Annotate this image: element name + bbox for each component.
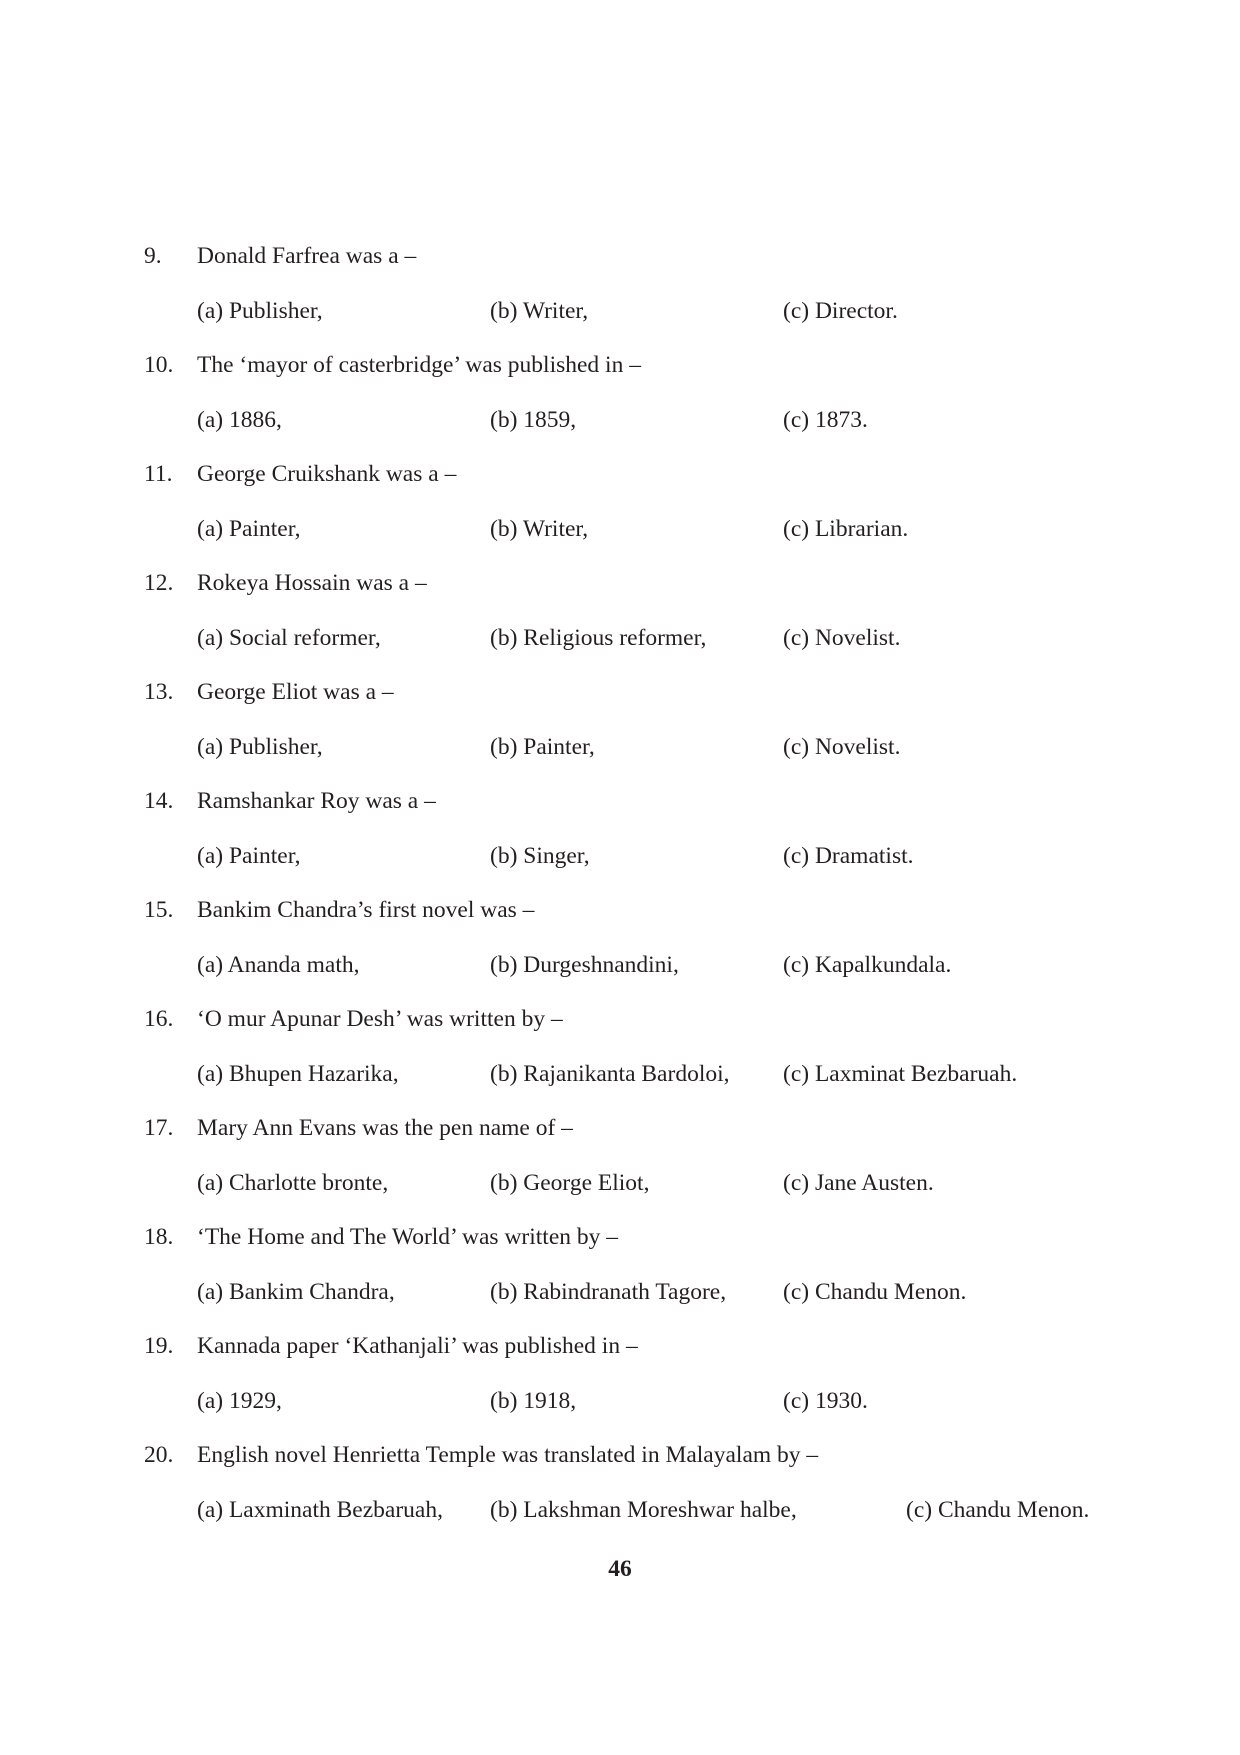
- option-c: (c) 1930.: [783, 1388, 868, 1414]
- option-a: (a) Publisher,: [197, 298, 323, 324]
- page-number: 46: [608, 1556, 632, 1582]
- option-c: (c) 1873.: [783, 407, 868, 433]
- option-b: (b) George Eliot,: [490, 1170, 650, 1196]
- question-text: Donald Farfrea was a –: [197, 243, 417, 269]
- question-number: 14.: [144, 788, 174, 814]
- option-a: (a) 1886,: [197, 407, 282, 433]
- question-number: 15.: [144, 897, 174, 923]
- option-a: (a) Social reformer,: [197, 625, 381, 651]
- question-number: 12.: [144, 570, 174, 596]
- question-text: ‘The Home and The World’ was written by –: [197, 1224, 619, 1250]
- option-c: (c) Novelist.: [783, 734, 901, 760]
- option-c: (c) Librarian.: [783, 516, 909, 542]
- option-c: (c) Chandu Menon.: [906, 1497, 1090, 1523]
- option-a: (a) 1929,: [197, 1388, 282, 1414]
- option-b: (b) Writer,: [490, 516, 589, 542]
- option-a: (a) Painter,: [197, 516, 301, 542]
- question-number: 9.: [144, 243, 162, 269]
- question-number: 19.: [144, 1333, 174, 1359]
- question-text: ‘O mur Apunar Desh’ was written by –: [197, 1006, 563, 1032]
- question-number: 20.: [144, 1442, 174, 1468]
- question-text: English novel Henrietta Temple was translated in Malayalam by –: [197, 1442, 819, 1468]
- question-text: The ‘mayor of casterbridge’ was published in –: [197, 352, 641, 378]
- question-number: 16.: [144, 1006, 174, 1032]
- option-b: (b) Lakshman Moreshwar halbe,: [490, 1497, 797, 1523]
- option-a: (a) Charlotte bronte,: [197, 1170, 389, 1196]
- question-text: Kannada paper ‘Kathanjali’ was published in –: [197, 1333, 638, 1359]
- option-a: (a) Painter,: [197, 843, 301, 869]
- option-a: (a) Ananda math,: [197, 952, 360, 978]
- question-number: 11.: [144, 461, 173, 487]
- option-b: (b) Religious reformer,: [490, 625, 707, 651]
- option-c: (c) Director.: [783, 298, 898, 324]
- option-b: (b) 1859,: [490, 407, 577, 433]
- option-a: (a) Bankim Chandra,: [197, 1279, 395, 1305]
- question-text: Ramshankar Roy was a –: [197, 788, 436, 814]
- question-text: George Eliot was a –: [197, 679, 394, 705]
- question-number: 13.: [144, 679, 174, 705]
- option-b: (b) Rabindranath Tagore,: [490, 1279, 727, 1305]
- option-a: (a) Publisher,: [197, 734, 323, 760]
- option-a: (a) Bhupen Hazarika,: [197, 1061, 399, 1087]
- option-c: (c) Jane Austen.: [783, 1170, 934, 1196]
- option-b: (b) Writer,: [490, 298, 589, 324]
- option-b: (b) 1918,: [490, 1388, 577, 1414]
- option-c: (c) Dramatist.: [783, 843, 914, 869]
- option-b: (b) Durgeshnandini,: [490, 952, 679, 978]
- option-b: (b) Singer,: [490, 843, 590, 869]
- option-c: (c) Laxminat Bezbaruah.: [783, 1061, 1018, 1087]
- option-c: (c) Kapalkundala.: [783, 952, 952, 978]
- question-number: 10.: [144, 352, 174, 378]
- question-number: 17.: [144, 1115, 174, 1141]
- question-text: George Cruikshank was a –: [197, 461, 457, 487]
- option-b: (b) Rajanikanta Bardoloi,: [490, 1061, 730, 1087]
- option-c: (c) Novelist.: [783, 625, 901, 651]
- question-text: Bankim Chandra’s first novel was –: [197, 897, 535, 923]
- option-c: (c) Chandu Menon.: [783, 1279, 967, 1305]
- question-text: Rokeya Hossain was a –: [197, 570, 427, 596]
- question-number: 18.: [144, 1224, 174, 1250]
- option-b: (b) Painter,: [490, 734, 595, 760]
- option-a: (a) Laxminath Bezbaruah,: [197, 1497, 443, 1523]
- question-text: Mary Ann Evans was the pen name of –: [197, 1115, 573, 1141]
